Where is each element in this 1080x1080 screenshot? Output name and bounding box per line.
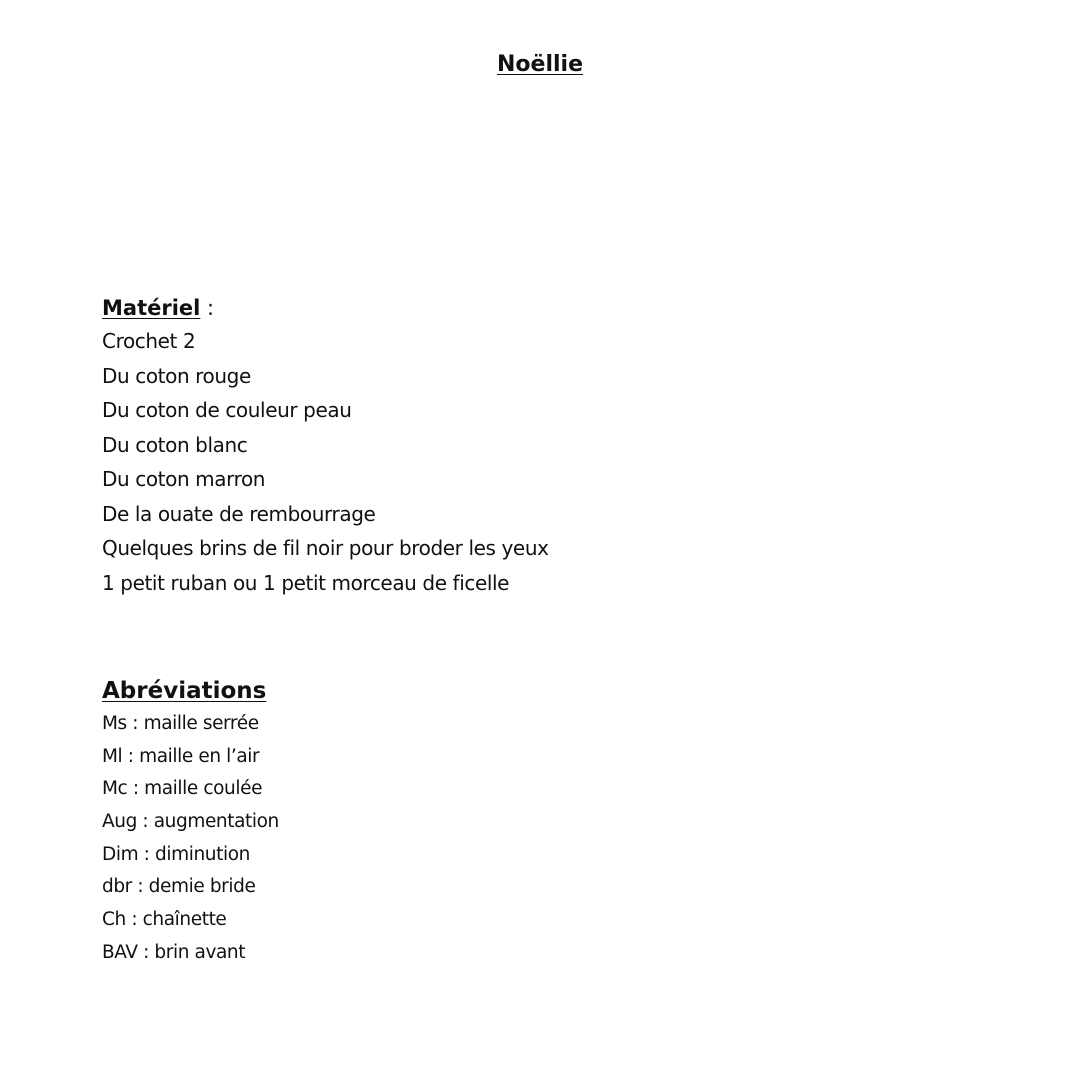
materiel-item: 1 petit ruban ou 1 petit morceau de ficelle — [102, 570, 510, 595]
abbreviation-item: Ml : maille en l’air — [102, 745, 260, 767]
materiel-heading-colon: : — [200, 296, 215, 320]
materiel-item: Du coton rouge — [102, 363, 251, 388]
materiel-item: De la ouate de rembourrage — [102, 501, 376, 526]
materiel-list — [102, 324, 1002, 600]
document-title-text: Noëllie — [497, 52, 583, 77]
materiel-item: Crochet 2 — [102, 329, 196, 353]
materiel-heading-label: Matériel — [102, 296, 201, 320]
abbreviations-heading — [102, 674, 1002, 708]
abbreviation-item: BAV : brin avant — [102, 941, 246, 963]
abbreviation-item: Dim : diminution — [102, 843, 250, 865]
materiel-item: Du coton de couleur peau — [102, 398, 352, 422]
abbreviation-item: Aug : augmentation — [102, 811, 279, 833]
abbreviation-item: dbr : demie bride — [102, 876, 256, 898]
materiel-item: Quelques brins de fil noir pour broder les yeux — [102, 536, 549, 560]
document-title — [0, 50, 1080, 80]
abbreviation-item: Mc : maille coulée — [102, 778, 263, 800]
abbreviations-section — [102, 674, 1002, 970]
materiel-item: Du coton blanc — [102, 432, 248, 457]
abbreviations-list — [102, 708, 1002, 970]
abbreviation-item: Ch : chaînette — [102, 909, 227, 931]
abbreviations-heading-label: Abréviations — [102, 678, 267, 704]
materiel-section — [102, 292, 1002, 600]
abbreviation-item: Ms : maille serrée — [102, 713, 259, 734]
materiel-item: Du coton marron — [102, 467, 266, 491]
materiel-heading — [102, 292, 1002, 324]
